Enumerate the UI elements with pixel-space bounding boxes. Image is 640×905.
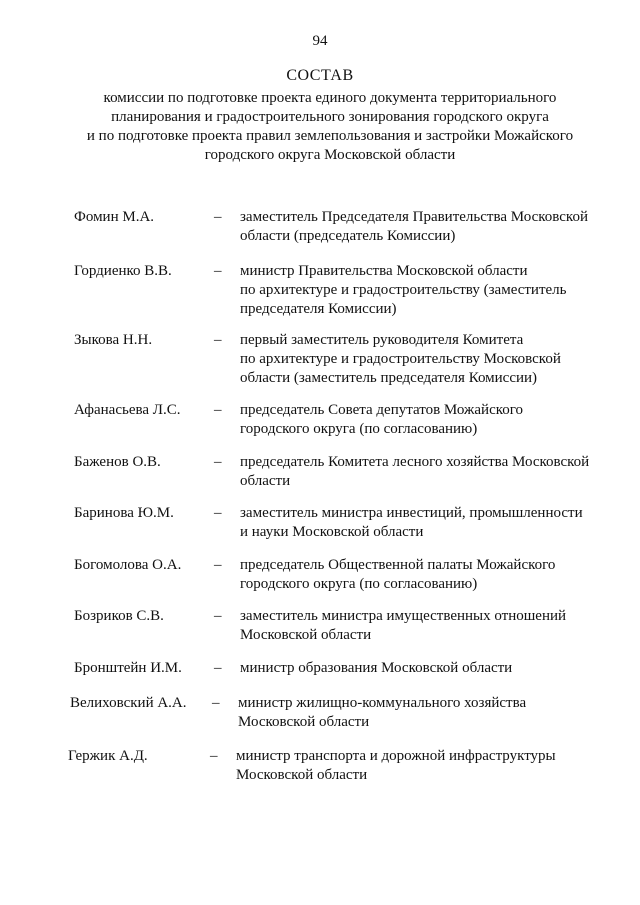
role-line: Московской области <box>240 627 372 643</box>
document-subtitle <box>60 89 600 165</box>
document-title: СОСТАВ <box>286 67 354 84</box>
member-dash: – <box>210 748 218 764</box>
member-dash: – <box>214 660 222 676</box>
role-line: и науки Московской области <box>240 524 424 540</box>
role-line: заместитель министра инвестиций, промышленности <box>240 505 583 521</box>
member-name: Богомолова О.А. <box>74 557 182 573</box>
member-name: Гержик А.Д. <box>68 748 148 764</box>
subtitle-line: и по подготовке проекта правил землепользования и застройки Можайского <box>86 128 574 144</box>
role-line: области <box>240 473 291 489</box>
member-name: Бронштейн И.М. <box>74 660 182 676</box>
role-line: первый заместитель руководителя Комитета <box>240 332 524 348</box>
member-role <box>240 401 620 439</box>
role-line: министр транспорта и дорожной инфраструктуры <box>236 748 556 764</box>
member-role <box>240 607 620 645</box>
member-dash: – <box>212 695 220 711</box>
role-line: по архитектуре и градостроительству Московской <box>240 351 561 367</box>
member-name: Бозриков С.В. <box>74 608 164 624</box>
member-dash: – <box>214 263 222 279</box>
member-dash: – <box>214 505 222 521</box>
member-name: Афанасьева Л.С. <box>74 402 181 418</box>
member-dash: – <box>214 608 222 624</box>
subtitle-line: городского округа Московской области <box>204 147 456 163</box>
role-line: Московской области <box>236 767 368 783</box>
role-line: заместитель Председателя Правительства Московской <box>240 209 588 225</box>
member-name: Гордиенко В.В. <box>74 263 172 279</box>
member-role <box>240 331 620 388</box>
member-role <box>236 747 616 785</box>
role-line: области (заместитель председателя Комиссии) <box>240 370 538 386</box>
member-name: Зыкова Н.Н. <box>74 332 153 348</box>
role-line: министр Правительства Московской области <box>240 263 528 279</box>
member-role <box>238 694 618 732</box>
role-line: министр образования Московской области <box>240 660 513 676</box>
member-dash: – <box>214 557 222 573</box>
member-name: Велиховский А.А. <box>70 695 187 711</box>
page-number: 94 <box>312 33 328 49</box>
role-line: председатель Комитета лесного хозяйства Московской <box>240 454 590 470</box>
role-line: председателя Комиссии) <box>240 301 397 317</box>
role-line: по архитектуре и градостроительству (заместитель <box>240 282 567 298</box>
role-line: области (председатель Комиссии) <box>240 228 456 244</box>
role-line: городского округа (по согласованию) <box>240 421 478 437</box>
member-name: Баринова Ю.М. <box>74 505 174 521</box>
member-role <box>240 208 620 246</box>
member-dash: – <box>214 454 222 470</box>
role-line: городского округа (по согласованию) <box>240 576 478 592</box>
role-line: председатель Совета депутатов Можайского <box>240 402 524 418</box>
member-role <box>240 556 620 594</box>
member-dash: – <box>214 332 222 348</box>
role-line: Московской области <box>238 714 370 730</box>
member-role <box>240 504 620 542</box>
subtitle-line: планирования и градостроительного зонирования городского округа <box>111 109 549 125</box>
subtitle-line: комиссии по подготовке проекта единого документа территориального <box>103 90 557 106</box>
role-line: председатель Общественной палаты Можайского <box>240 557 556 573</box>
member-role <box>240 453 620 491</box>
member-role <box>240 262 620 319</box>
role-line: министр жилищно-коммунального хозяйства <box>238 695 527 711</box>
member-dash: – <box>214 402 222 418</box>
role-line: заместитель министра имущественных отношений <box>240 608 567 624</box>
member-name: Фомин М.А. <box>74 209 155 225</box>
member-name: Баженов О.В. <box>74 454 161 470</box>
member-dash: – <box>214 209 222 225</box>
member-role <box>240 659 620 678</box>
